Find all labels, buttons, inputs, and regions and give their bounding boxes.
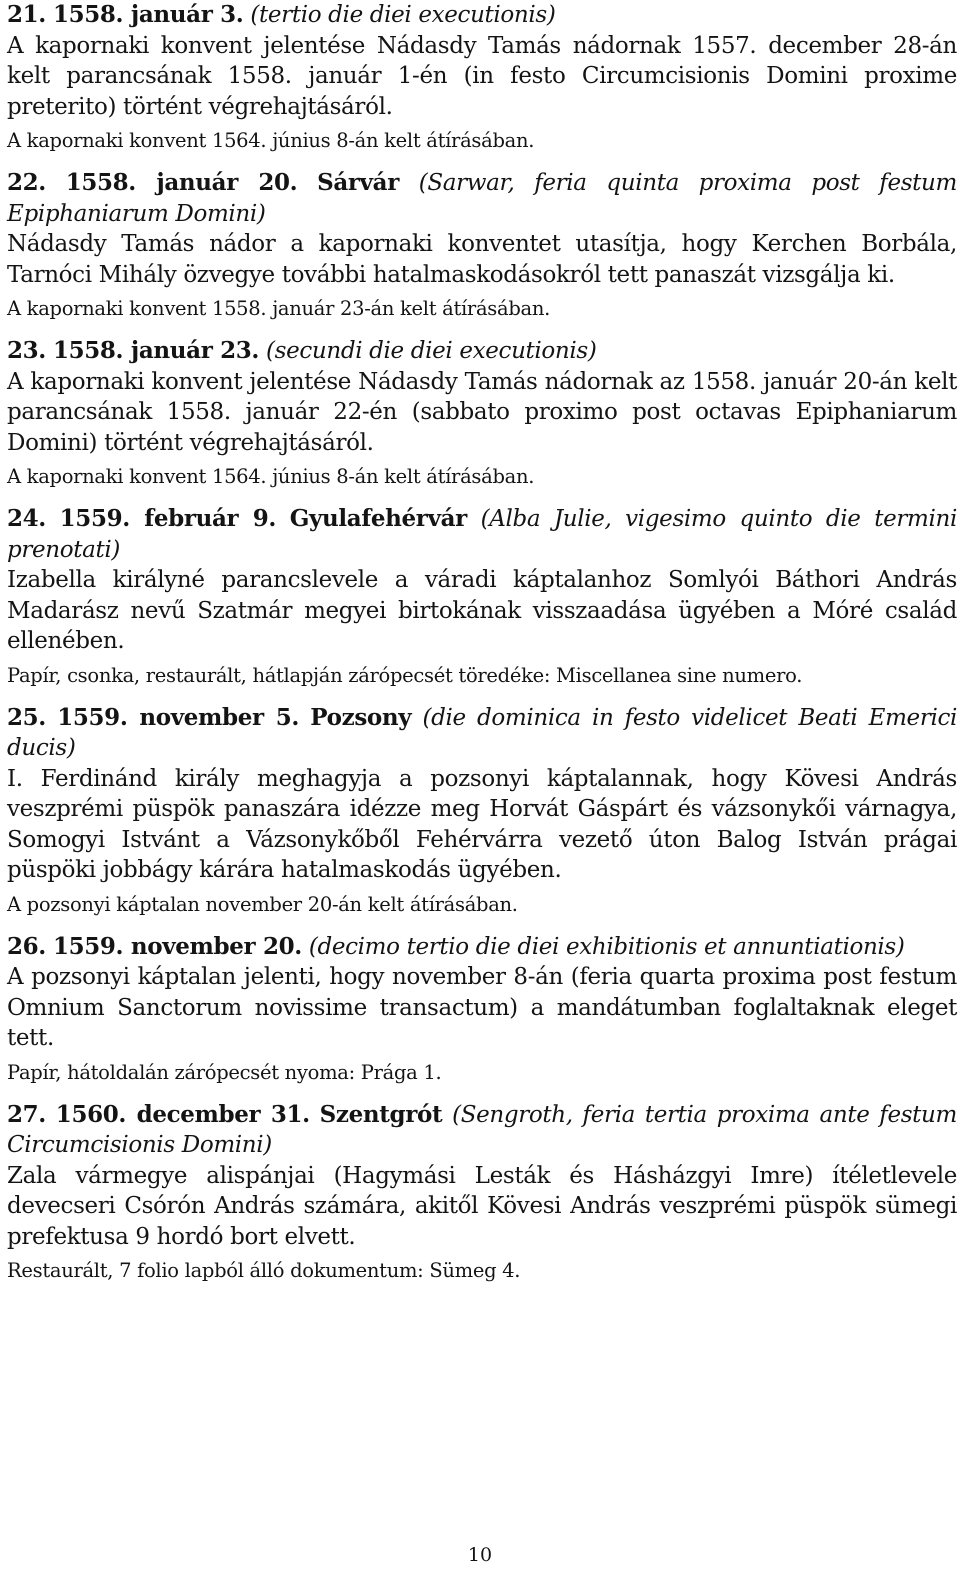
entry-date: 1559. november 20. [52,932,302,960]
entry-source: A kapornaki konvent 1564. június 8-án kelt átírásában. [7,465,535,488]
entry-number: 25. [7,703,46,731]
entry-heading [7,0,957,31]
entry-summary: A kapornaki konvent jelentése Nádasdy Tamás nádornak 1557. december 28-án kelt parancsának 1558. január 1-én (in festo Circumcisionis Domini proxime preterito) történt végrehajtásáról. [7,32,957,120]
entry-summary: Nádasdy Tamás nádor a kapornaki konventet utasítja, hogy Kerchen Borbála, Tarnóci Mihály özvegye további hatalmaskodásokról tett panaszát vizsgálja ki. [7,231,957,288]
entry-latin-dating: (die dominica in festo videlicet Beati Emerici ducis) [7,704,958,761]
entry-date: 1558. január 20. [65,169,298,196]
entry-number: 22. [7,169,46,196]
entry-heading [7,168,957,229]
entry-place: Sárvár [317,169,399,196]
entry-source: A pozsonyi káptalan november 20-án kelt átírásában. [7,892,518,916]
entry-number: 27. [7,1100,46,1128]
regesta-entry-23 [7,336,957,490]
entry-latin-dating: (Sarwar, feria quinta proxima post festum Epiphaniarum Domini) [7,170,957,227]
entry-summary: A pozsonyi káptalan jelenti, hogy november 8-án (feria quarta proxima post festum Omnium Sanctorum novissime transactum) a mandátumban foglaltaknak eleget tett. [7,964,957,1051]
regesta-entry-25 [7,703,957,918]
entry-place: Pozsony [310,703,412,731]
entry-date: 1559. november 5. [57,703,300,731]
entry-place: Szentgrót [319,1100,443,1128]
entry-date: 1558. január 23. [52,337,260,364]
entry-heading [7,504,957,565]
entry-date: 1558. január 3. [52,1,244,28]
entry-latin-dating: (Alba Julie, vigesimo quinto die termini prenotati) [7,506,957,563]
regesta-entry-26 [7,932,957,1086]
entry-heading [7,336,957,367]
entry-latin-dating: (secundi die diei executionis) [266,338,597,364]
entry-date: 1560. december 31. [55,1100,310,1128]
entry-latin-dating: (tertio die diei executionis) [250,2,556,28]
entry-heading [7,703,957,764]
entry-source: A kapornaki konvent 1564. június 8-án kelt átírásában. [7,129,535,152]
document-page [7,0,957,1284]
entry-date: 1559. február 9. [59,505,277,532]
entry-number: 23. [7,337,46,364]
page-number: 10 [467,1544,493,1566]
entry-summary: Zala vármegye alispánjai (Hagymási Lesták és Hásházgyi Imre) ítéletlevele devecseri Csórón András számára, akitől Kövesi András veszprémi püspök sümegi prefektusa 9 hordó bort elvett. [7,1162,957,1250]
entry-source: Papír, csonka, restaurált, hátlapján zárópecsét töredéke: Miscellanea sine numero. [7,663,803,687]
entry-place: Gyulafehérvár [289,505,467,532]
entry-number: 21. [7,1,46,28]
entry-heading [7,1100,957,1161]
entry-source: Papír, hátoldalán zárópecsét nyoma: Prága 1. [7,1060,442,1084]
entry-summary: I. Ferdinánd király meghagyja a pozsonyi káptalannak, hogy Kövesi András veszprémi püspök panaszára idézze meg Horvát Gáspárt és vázsonykői várnagya, Somogyi Istvánt a Vázsonykőből Fehérvárra vezető úton Balog István prágai püspöki jobbágy kárára hatalmaskodás ügyében. [7,765,957,883]
regesta-entry-21 [7,0,957,154]
regesta-entry-24 [7,504,957,689]
regesta-entry-22 [7,168,957,322]
entry-number: 24. [7,505,46,532]
entry-heading [7,932,957,963]
entry-number: 26. [7,932,46,960]
entry-summary: A kapornaki konvent jelentése Nádasdy Tamás nádornak az 1558. január 20-án kelt parancsának 1558. január 22-én (sabbato proximo post octavas Epiphaniarum Domini) történt végrehajtásáról. [7,368,957,456]
entry-source: Restaurált, 7 folio lapból álló dokumentum: Sümeg 4. [7,1259,521,1282]
entry-latin-dating: (decimo tertio die diei exhibitionis et annuntiationis) [308,933,905,960]
entry-source: A kapornaki konvent 1558. január 23-án kelt átírásában. [7,297,550,320]
entry-summary: Izabella királyné parancslevele a váradi káptalanhoz Somlyói Báthori András Madarász nevű Szatmár megyei birtokának visszaadása ügyében a Móré család ellenében. [7,567,957,654]
entry-latin-dating: (Sengroth, feria tertia proxima ante festum Circumcisionis Domini) [7,1101,957,1158]
regesta-entry-27 [7,1100,957,1285]
